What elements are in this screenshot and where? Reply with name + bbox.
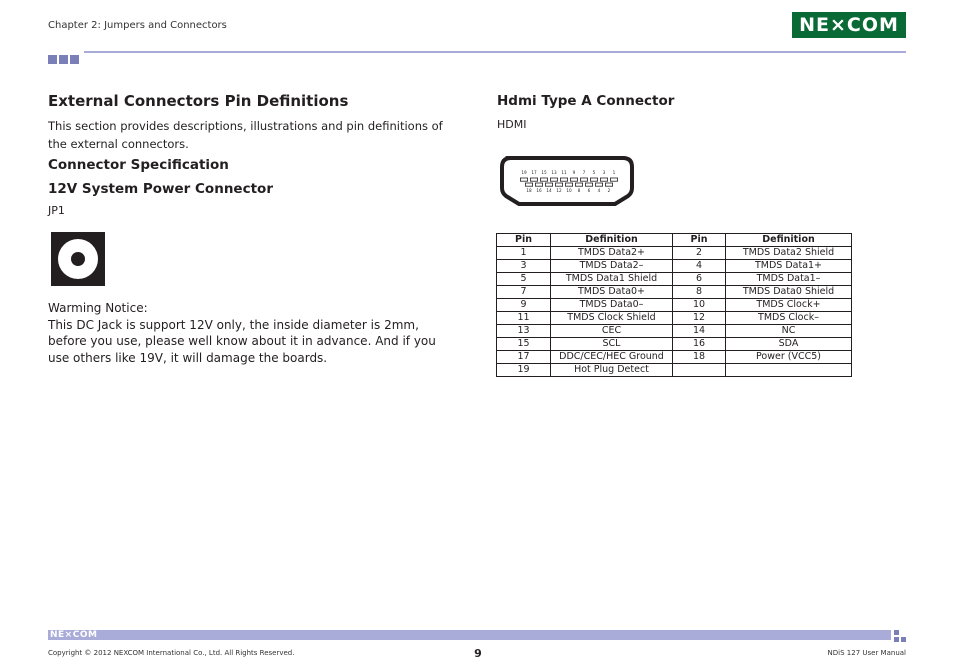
manual-title: NDiS 127 User Manual [827,649,906,657]
chapter-heading: Chapter 2: Jumpers and Connectors [48,20,227,31]
pin-number-cell: 18 [673,351,726,364]
table-row [497,247,852,260]
pin-number-cell: 8 [673,286,726,299]
page-number: 9 [474,647,482,660]
warning-title: Warming Notice: [48,301,148,315]
pin-definition-cell: TMDS Clock Shield [551,312,673,325]
hdmi-pin-number: 4 [597,188,601,193]
hdmi-pin-number: 6 [587,188,591,193]
hdmi-pin-pad [570,178,577,181]
pin-number-cell: 11 [497,312,551,325]
hdmi-pin-pad [590,178,597,181]
hdmi-pin-number: 16 [536,188,542,193]
hdmi-pin-number: 10 [566,188,572,193]
hdmi-connector-icon [497,154,637,208]
hdmi-pin-pad [580,178,587,181]
table-row [497,273,852,286]
hdmi-pin-pad [595,183,602,186]
connector-spec-heading: Connector Specification [48,157,229,173]
pin-definition-cell: TMDS Data0+ [551,286,673,299]
hdmi-pin-pad [605,183,612,186]
pin-table-header: Definition [726,234,852,247]
hdmi-pin-number: 9 [572,170,576,175]
pin-number-cell: 17 [497,351,551,364]
hdmi-pin-pad [610,178,617,181]
hdmi-pin-pad [550,178,557,181]
hdmi-pin-pad [525,183,532,186]
hdmi-pin-pad [530,178,537,181]
hdmi-pin-number: 15 [541,170,547,175]
hdmi-pin-pad [520,178,527,181]
hdmi-pin-number: 5 [592,170,596,175]
pin-number-cell: 16 [673,338,726,351]
hdmi-pin-number: 2 [607,188,611,193]
footer-logo: NE⨯COM [50,630,98,640]
hdmi-pin-number: 3 [602,170,606,175]
table-row [497,325,852,338]
pin-definition-cell: TMDS Data0– [551,299,673,312]
pin-definition-cell: TMDS Data0 Shield [726,286,852,299]
pin-definition-cell: TMDS Data1– [726,273,852,286]
connector-label: JP1 [48,204,65,217]
pin-number-cell: 10 [673,299,726,312]
pin-definition-cell: TMDS Data2+ [551,247,673,260]
power-connector-heading: 12V System Power Connector [48,181,273,197]
pin-definition-cell: TMDS Data2– [551,260,673,273]
header-squares [48,49,81,68]
footer-squares [894,630,906,642]
pin-number-cell: 19 [497,364,551,377]
hdmi-pin-number: 14 [546,188,552,193]
hdmi-heading: Hdmi Type A Connector [497,93,675,109]
table-row [497,364,852,377]
hdmi-pin-number: 11 [561,170,567,175]
hdmi-pin-number: 8 [577,188,581,193]
hdmi-pin-pad [540,178,547,181]
pin-number-cell: 3 [497,260,551,273]
pin-definition-cell: TMDS Data2 Shield [726,247,852,260]
pin-number-cell: 7 [497,286,551,299]
hdmi-pin-pad [535,183,542,186]
table-row [497,312,852,325]
pin-definition-cell: SCL [551,338,673,351]
hdmi-pin-pad [560,178,567,181]
hdmi-pin-number: 13 [551,170,557,175]
hdmi-pin-number: 19 [521,170,527,175]
nexcom-logo: NE⨯COM [792,12,906,38]
pin-number-cell: 12 [673,312,726,325]
table-row [497,286,852,299]
pin-table-header: Pin [673,234,726,247]
section-title: External Connectors Pin Definitions [48,92,349,110]
hdmi-label: HDMI [497,118,527,131]
table-row [497,299,852,312]
hdmi-pin-pad [555,183,562,186]
pin-number-cell: 14 [673,325,726,338]
pin-number-cell: 6 [673,273,726,286]
hdmi-pin-pad [575,183,582,186]
hdmi-pin-pad [585,183,592,186]
hdmi-pin-number: 1 [612,170,616,175]
table-row [497,351,852,364]
pin-definition-cell: SDA [726,338,852,351]
pin-number-cell: 1 [497,247,551,260]
warning-text: This DC Jack is support 12V only, the inside diameter is 2mm, before you use, please well know about it in advance. And if you use others like 19V, it will damage the boards. [48,317,436,365]
warning-notice [48,300,458,366]
hdmi-pin-table [496,233,852,377]
section-intro: This section provides descriptions, illustrations and pin definitions of the external connectors. [48,119,443,151]
pin-definition-cell: CEC [551,325,673,338]
pin-definition-cell: NC [726,325,852,338]
pin-number-cell: 15 [497,338,551,351]
hdmi-pin-number: 18 [526,188,532,193]
pin-table-header: Pin [497,234,551,247]
hdmi-pin-number: 7 [582,170,586,175]
pin-definition-cell: TMDS Data1+ [726,260,852,273]
pin-number-cell: 4 [673,260,726,273]
hdmi-pin-number: 12 [556,188,562,193]
hdmi-pin-pad [600,178,607,181]
pin-number-cell: 2 [673,247,726,260]
pin-table-header: Definition [551,234,673,247]
pin-definition-cell: Power (VCC5) [726,351,852,364]
pin-number-cell: 5 [497,273,551,286]
table-row [497,260,852,273]
pin-definition-cell: DDC/CEC/HEC Ground [551,351,673,364]
pin-definition-cell: TMDS Clock+ [726,299,852,312]
hdmi-pin-pad [565,183,572,186]
dc-jack-icon [51,232,105,286]
copyright-text: Copyright © 2012 NEXCOM International Co., Ltd. All Rights Reserved. [48,649,295,657]
pin-number-cell [673,364,726,377]
hdmi-pin-number: 17 [531,170,537,175]
pin-definition-cell [726,364,852,377]
table-row [497,338,852,351]
pin-number-cell: 9 [497,299,551,312]
hdmi-pin-pad [545,183,552,186]
pin-definition-cell: Hot Plug Detect [551,364,673,377]
footer-band [48,630,891,640]
pin-definition-cell: TMDS Clock– [726,312,852,325]
pin-definition-cell: TMDS Data1 Shield [551,273,673,286]
pin-number-cell: 13 [497,325,551,338]
header-rule [84,51,906,53]
